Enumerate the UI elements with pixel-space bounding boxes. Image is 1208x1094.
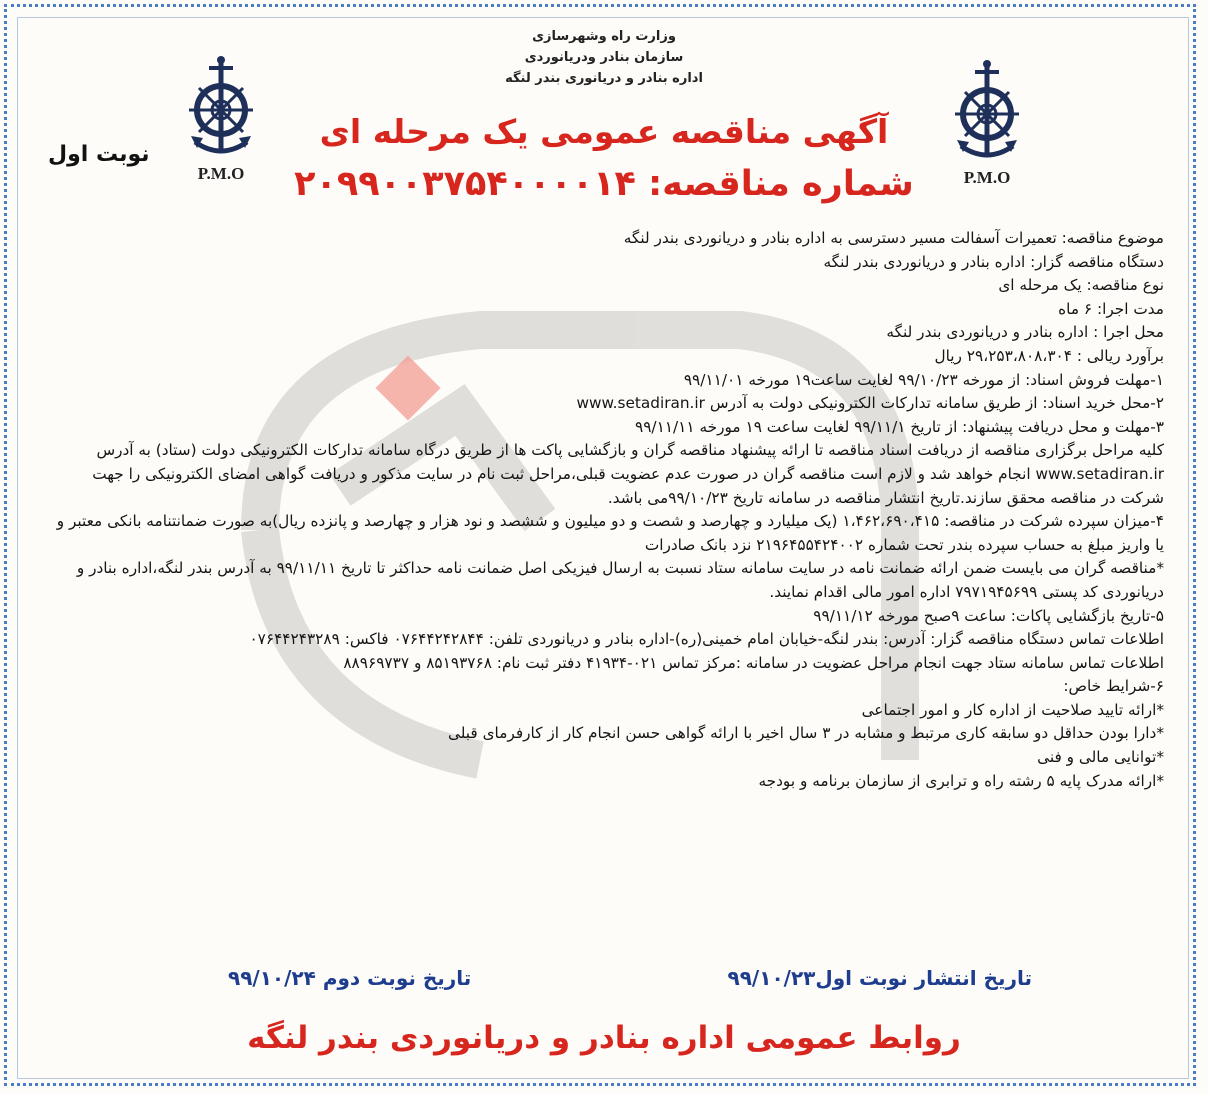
body-line: مدت اجرا: ۶ ماه [1058,299,1164,318]
body-line: نوع مناقصه: یک مرحله ای [998,276,1164,295]
second-publication-date: تاریخ نوبت دوم ۹۹/۱۰/۲۴ [228,966,472,990]
logo-caption-left: P.M.O [197,164,245,183]
body-line: *ارائه تایید صلاحیت از اداره کار و امور اجتماعی [861,700,1164,719]
first-publication-date: تاریخ انتشار نوبت اول۹۹/۱۰/۲۳ [727,966,1032,990]
notice-round: نوبت اول [48,142,150,167]
ministry-line-3: اداره بنادر و دریانوری بندر لنگه [505,71,703,86]
body-line: ۵-تاریخ بازگشایی پاکات: ساعت ۹صبح مورخه ۹۹/۱۱/۱۲ [813,606,1164,625]
ministry-line-2: سازمان بنادر ودریانوردی [524,50,684,65]
footer-signature: روابط عمومی اداره بنادر و دریانوردی بندر لنگه [247,1020,961,1056]
tender-body [44,227,1164,793]
ministry-line-1: وزارت راه وشهرسازی [532,29,676,44]
body-line: *توانایی مالی و فنی [1037,748,1164,767]
body-line: *دارا بودن حداقل دو سابقه کاری مرتبط و مشابه در ۳ سال اخیر با ارائه گواهی حسن انجام کار از کارفرمای قبلی [447,724,1164,743]
body-line: محل اجرا : اداره بنادر و دریانوردی بندر لنگه [886,323,1164,342]
tender-number: شماره مناقصه: ۲۰۹۹۰۰۳۷۵۴۰۰۰۰۱۴ [294,164,914,204]
body-paragraph: ۴-میزان سپرده شرکت در مناقصه: ۱،۴۶۲،۶۹۰،۴۱۵ (یک میلیارد و چهارصد و شصت و دو میلیون و ششصد و نود هزار و چهارصد و پانزده ریال)به صورت ضمانتنامه بانکی معتبر و یا واریز مبلغ به حساب سپرده بندر تحت شماره ۲۱۹۶۴۵۵۴۲۴۰۰۲ نزد بانک صادرات [56,512,1164,554]
publication-dates [0,966,1208,998]
body-paragraph: *مناقصه گران می بایست ضمن ارائه ضمانت نامه در سایت سامانه ستاد نسبت به ارسال فیزیکی اصل ضمانت نامه حداکثر تا تاریخ ۹۹/۱۱/۱۱ به آدرس بندر لنگه،اداره بنادر و دریانوردی کد پستی ۷۹۷۱۹۴۵۶۹۹ اداره امور مالی اقدام نمایند. [76,559,1164,601]
body-line: ۱-مهلت فروش اسناد: از مورخه ۹۹/۱۰/۲۳ لغایت ساعت۱۹ مورخه ۹۹/۱۱/۰۱ [683,370,1164,389]
body-line: ۶-شرایط خاص: [1063,677,1164,696]
page-title: آگهی مناقصه عمومی یک مرحله ای [319,112,889,151]
body-line: ۳-مهلت و محل دریافت پیشنهاد: از تاریخ ۹۹/۱۱/۱ لغایت ساعت ۱۹ مورخه ۹۹/۱۱/۱۱ [635,417,1164,436]
body-line: موضوع مناقصه: تعمیرات آسفالت مسیر دسترسی به اداره بنادر و دریانوردی بندر لنگه [623,229,1164,247]
body-line: اطلاعات تماس سامانه ستاد جهت انجام مراحل عضویت در سامانه :مرکز تماس ۰۲۱-۴۱۹۳۴ دفتر ثبت نام: ۸۵۱۹۳۷۶۸ و ۸۸۹۶۹۷۳۷ [343,653,1164,672]
body-line: دستگاه مناقصه گزار: اداره بنادر و دریانوردی بندر لنگه [823,252,1164,271]
body-line: برآورد ریالی : ۲۹،۲۵۳،۸۰۸،۳۰۴ ریال [934,346,1164,365]
body-line: *ارائه مدرک پایه ۵ رشته راه و ترابری از سازمان برنامه و بودجه [758,771,1164,790]
body-paragraph: اطلاعات تماس دستگاه مناقصه گزار: آدرس: بندر لنگه-خیابان امام خمینی(ره)-اداره بنادر و دریانوردی تلفن: ۰۷۶۴۴۲۴۲۸۴۴ فاکس: ۰۷۶۴۴۲۴۳۲۸۹ [249,630,1164,649]
logo-caption-right: P.M.O [963,168,1011,187]
body-paragraph: کلیه مراحل برگزاری مناقصه از دریافت اسناد مناقصه تا ارائه پیشنهاد مناقصه گران و بازگشایی پاکت ها از طریق درگاه سامانه تدارکات الکترونیکی دولت (ستاد) به آدرس www.setadiran.ir انجام خواهد شد و لازم است مناقصه گران در صورت عدم عضویت قبلی،مراحل ثبت نام در سایت مذکور و دریافت گواهی امضای الکترونیکی را جهت شرکت در مناقصه محقق سازند.تاریخ انتشار مناقصه در سامانه تاریخ ۹۹/۱۰/۲۳می باشد. [92,441,1164,507]
body-line: ۲-محل خرید اسناد: از طریق سامانه تدارکات الکترونیکی دولت به آدرس www.setadiran.ir [576,394,1164,413]
